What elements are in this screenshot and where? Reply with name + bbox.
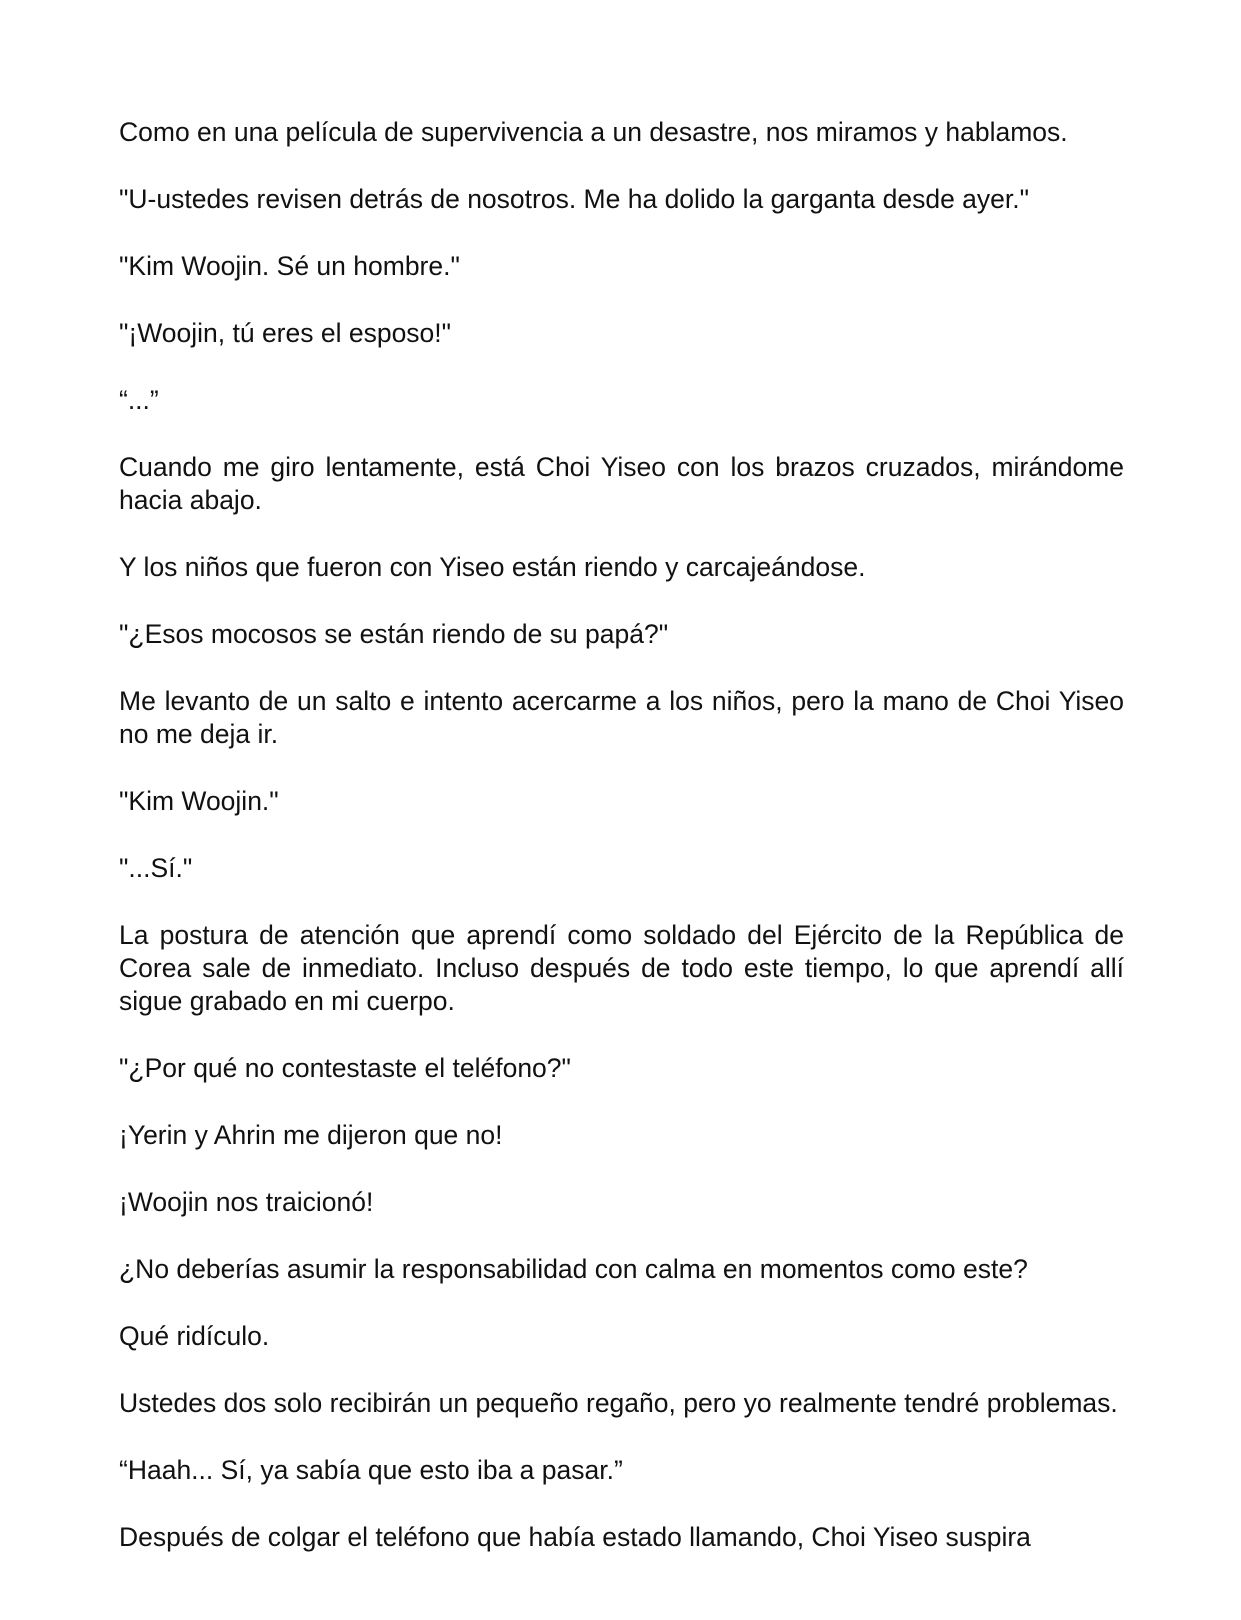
paragraph: Qué ridículo. xyxy=(119,1321,270,1351)
paragraph: ¡Yerin y Ahrin me dijeron que no! xyxy=(119,1120,503,1150)
document-body xyxy=(119,116,1124,1554)
paragraph: ¿No deberías asumir la responsabilidad con calma en momentos como este? xyxy=(119,1254,1028,1284)
paragraph: “Haah... Sí, ya sabía que esto iba a pasar.” xyxy=(119,1455,623,1485)
paragraph: Ustedes dos solo recibirán un pequeño regaño, pero yo realmente tendré problemas. xyxy=(119,1388,1118,1418)
paragraph: Y los niños que fueron con Yiseo están riendo y carcajeándose. xyxy=(119,552,866,582)
paragraph: "Kim Woojin." xyxy=(119,786,279,816)
paragraph: "...Sí." xyxy=(119,853,193,883)
paragraph: "¿Por qué no contestaste el teléfono?" xyxy=(119,1053,571,1083)
paragraph: La postura de atención que aprendí como soldado del Ejército de la República de Corea sale de inmediato. Incluso después de todo este tiempo, lo que aprendí allí sigue grabado en mi cuerpo. xyxy=(119,920,1124,1016)
paragraph: "U-ustedes revisen detrás de nosotros. Me ha dolido la garganta desde ayer." xyxy=(119,184,1030,214)
paragraph: "¿Esos mocosos se están riendo de su papá?" xyxy=(119,619,669,649)
paragraph: “...” xyxy=(119,385,159,415)
paragraph: Después de colgar el teléfono que había estado llamando, Choi Yiseo suspira xyxy=(119,1522,1031,1552)
paragraph: Cuando me giro lentamente, está Choi Yiseo con los brazos cruzados, mirándome hacia abajo. xyxy=(119,452,1124,515)
paragraph: Me levanto de un salto e intento acercarme a los niños, pero la mano de Choi Yiseo no me deja ir. xyxy=(119,686,1124,749)
paragraph: ¡Woojin nos traicionó! xyxy=(119,1187,374,1217)
paragraph: Como en una película de supervivencia a un desastre, nos miramos y hablamos. xyxy=(119,117,1068,147)
paragraph: "¡Woojin, tú eres el esposo!" xyxy=(119,318,452,348)
paragraph: "Kim Woojin. Sé un hombre." xyxy=(119,251,460,281)
